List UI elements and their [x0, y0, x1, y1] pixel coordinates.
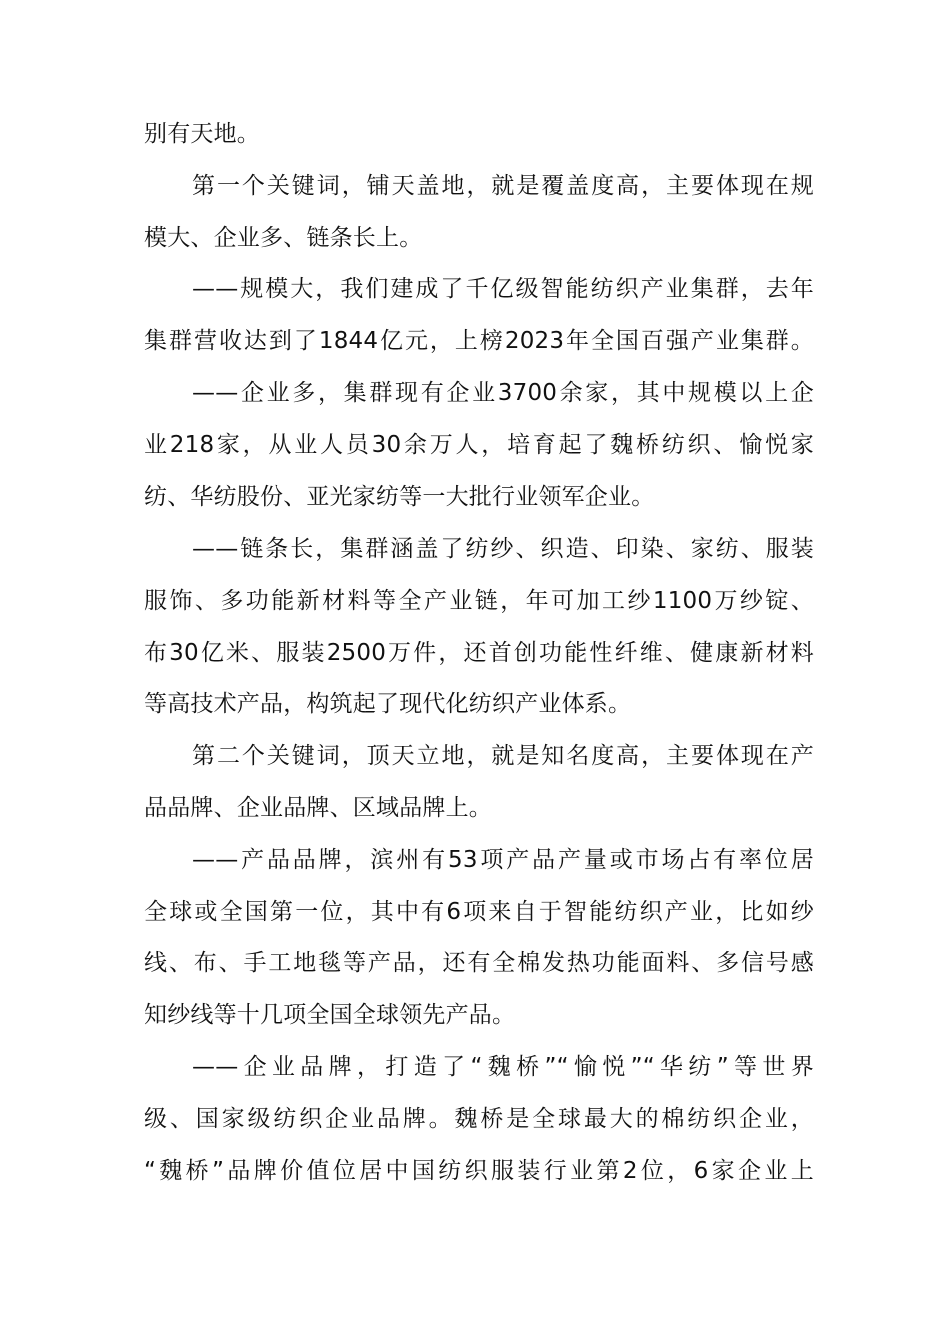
text-line: 别有天地。 [144, 121, 260, 147]
text-line: 级、国家级纺织企业品牌。魏桥是全球最大的棉纺织企业， [144, 1106, 814, 1132]
paragraph-first-line: ——规模大，我们建成了千亿级智能纺织产业集群，去年 [192, 276, 814, 302]
text-line: 品品牌、企业品牌、区域品牌上。 [144, 795, 492, 821]
text-line: 服饰、多功能新材料等全产业链，年可加工纱1100万纱锭、 [144, 588, 814, 614]
text-line: 全球或全国第一位，其中有6项来自于智能纺织产业，比如纱 [144, 899, 814, 925]
text-line: “魏桥”品牌价值位居中国纺织服装行业第2位，6家企业上 [144, 1158, 814, 1184]
paragraph-first-line: ——企业品牌，打造了“魏桥”“愉悦”“华纺”等世界 [192, 1054, 814, 1080]
text-line: 知纱线等十几项全国全球领先产品。 [144, 1002, 516, 1028]
text-line: 模大、企业多、链条长上。 [144, 225, 423, 251]
paragraph-first-line: ——产品品牌，滨州有53项产品产量或市场占有率位居 [192, 847, 814, 873]
paragraph-first-line: ——链条长，集群涵盖了纺纱、织造、印染、家纺、服装 [192, 536, 814, 562]
text-line: 等高技术产品，构筑起了现代化纺织产业体系。 [144, 691, 632, 717]
text-line: 纺、华纺股份、亚光家纺等一大批行业领军企业。 [144, 484, 655, 510]
text-line: 线、布、手工地毯等产品，还有全棉发热功能面料、多信号感 [144, 950, 814, 976]
text-line: 集群营收达到了1844亿元，上榜2023年全国百强产业集群。 [144, 328, 814, 354]
text-line: 业218家，从业人员30余万人，培育起了魏桥纺织、愉悦家 [144, 432, 814, 458]
paragraph-first-line: 第一个关键词，铺天盖地，就是覆盖度高，主要体现在规 [192, 173, 814, 199]
text-line: 布30亿米、服装2500万件，还首创功能性纤维、健康新材料 [144, 640, 814, 666]
paragraph-first-line: ——企业多，集群现有企业3700余家，其中规模以上企 [192, 380, 814, 406]
paragraph-first-line: 第二个关键词，顶天立地，就是知名度高，主要体现在产 [192, 743, 814, 769]
